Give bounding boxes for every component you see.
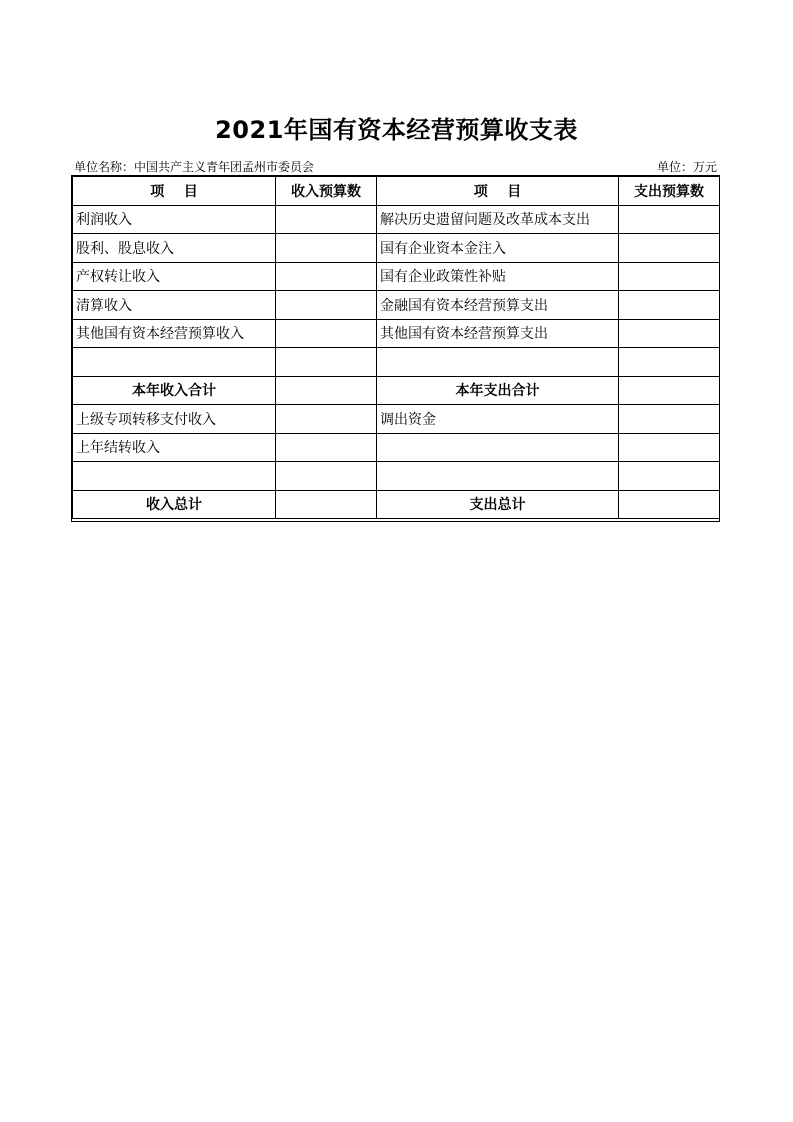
expense-item: 国有企业资本金注入: [377, 234, 619, 263]
income-item: 股利、股息收入: [73, 234, 276, 263]
income-item: 利润收入: [73, 205, 276, 234]
total-row: [73, 490, 720, 519]
table-row: [73, 205, 720, 234]
header-income-budget: 收入预算数: [276, 177, 377, 206]
header-expense-budget: 支出预算数: [619, 177, 720, 206]
table-row: [73, 291, 720, 320]
income-subtotal-label: 本年收入合计: [73, 376, 276, 405]
header-expense-item: 项 目: [377, 177, 619, 206]
page-title: 2021年国有资本经营预算收支表: [215, 116, 578, 144]
income-amount: [276, 319, 377, 348]
income-total-amount: [276, 490, 377, 519]
income-item: [73, 348, 276, 377]
table-row: [73, 405, 720, 434]
expense-item: [377, 348, 619, 377]
table-row: [73, 462, 720, 491]
income-item: 清算收入: [73, 291, 276, 320]
expense-item: 解决历史遗留问题及改革成本支出: [377, 205, 619, 234]
expense-item: [377, 462, 619, 491]
income-amount: [276, 234, 377, 263]
expense-amount: [619, 205, 720, 234]
income-amount: [276, 462, 377, 491]
expense-item: 调出资金: [377, 405, 619, 434]
expense-amount: [619, 433, 720, 462]
income-amount: [276, 405, 377, 434]
table-header-row: [73, 177, 720, 206]
expense-amount: [619, 234, 720, 263]
expense-item: 金融国有资本经营预算支出: [377, 291, 619, 320]
expense-amount: [619, 291, 720, 320]
income-item: 其他国有资本经营预算收入: [73, 319, 276, 348]
budget-table: [72, 176, 720, 519]
expense-amount: [619, 262, 720, 291]
table-row: [73, 319, 720, 348]
expense-amount: [619, 319, 720, 348]
expense-amount: [619, 462, 720, 491]
expense-item: [377, 433, 619, 462]
income-item: 上级专项转移支付收入: [73, 405, 276, 434]
table-row: [73, 262, 720, 291]
expense-subtotal-label: 本年支出合计: [377, 376, 619, 405]
income-item: 产权转让收入: [73, 262, 276, 291]
header-income-item: 项 目: [73, 177, 276, 206]
expense-item: 其他国有资本经营预算支出: [377, 319, 619, 348]
expense-amount: [619, 405, 720, 434]
table-row: [73, 348, 720, 377]
expense-subtotal-amount: [619, 376, 720, 405]
income-total-label: 收入总计: [73, 490, 276, 519]
income-subtotal-amount: [276, 376, 377, 405]
income-amount: [276, 205, 377, 234]
expense-total-label: 支出总计: [377, 490, 619, 519]
currency-unit: 单位：万元: [656, 160, 717, 174]
income-item: 上年结转收入: [73, 433, 276, 462]
expense-amount: [619, 348, 720, 377]
income-amount: [276, 348, 377, 377]
subtotal-row: [73, 376, 720, 405]
expense-item: 国有企业政策性补贴: [377, 262, 619, 291]
expense-total-amount: [619, 490, 720, 519]
income-amount: [276, 262, 377, 291]
income-item: [73, 462, 276, 491]
table-row: [73, 234, 720, 263]
table-row: [73, 433, 720, 462]
income-amount: [276, 433, 377, 462]
income-amount: [276, 291, 377, 320]
unit-name: 单位名称：中国共产主义青年团孟州市委员会: [74, 160, 315, 174]
